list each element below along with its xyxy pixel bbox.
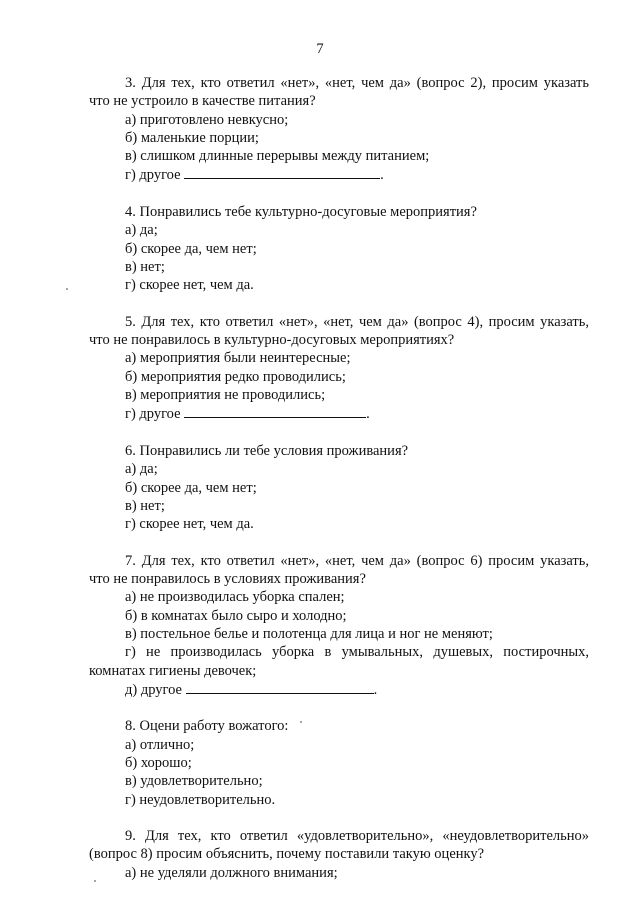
blank-end: . — [366, 406, 370, 423]
scan-speck — [66, 288, 68, 290]
answer-option: б) маленькие порции; — [125, 129, 259, 146]
question-5 — [89, 313, 589, 424]
blank-end: . — [373, 681, 378, 698]
question-text: 5. Для тех, кто ответил «нет», «нет, чем да» (вопрос 4), просим указать, — [125, 313, 589, 330]
scan-speck — [94, 880, 96, 882]
question-text: что не устроило в качестве питания? — [89, 93, 316, 110]
answer-option: в) мероприятия не проводились; — [125, 387, 326, 404]
question-8 — [89, 717, 589, 808]
answer-option-other — [89, 404, 589, 423]
answer-option: а) не уделяли должного внимания; — [125, 864, 338, 881]
answer-option: г) скорее нет, чем да. — [125, 516, 254, 533]
answer-option: в) слишком длинные перерывы между питанием; — [125, 148, 430, 165]
blank-end: . — [380, 167, 384, 184]
other-label: г) другое — [125, 167, 181, 184]
question-text: что не понравилось в культурно-досуговых мероприятиях? — [89, 332, 455, 349]
answer-option: а) мероприятия были неинтересные; — [125, 350, 351, 367]
answer-option: а) да; — [125, 222, 158, 239]
answer-option: в) нет; — [125, 497, 165, 514]
question-text: (вопрос 8) просим объяснить, почему поставили такую оценку? — [89, 846, 485, 863]
answer-option: в) удовлетворительно; — [125, 773, 263, 790]
answer-option-continuation: комнатах гигиены девочек; — [89, 662, 257, 679]
question-text: что не понравилось в условиях проживания? — [89, 571, 366, 588]
other-label: г) другое — [125, 406, 181, 423]
question-6 — [89, 442, 589, 533]
other-label: д) другое — [125, 681, 182, 698]
question-text: 8. Оцени работу вожатого: — [125, 718, 289, 735]
fill-in-blank — [186, 680, 374, 694]
answer-option: в) постельное белье и полотенца для лица и ног не меняют; — [125, 625, 493, 642]
question-text: 6. Понравились ли тебе условия проживания? — [125, 442, 409, 459]
question-text: 7. Для тех, кто ответил «нет», «нет, чем да» (вопрос 6) просим указать, — [125, 552, 589, 569]
question-7 — [89, 552, 589, 699]
answer-option: б) в комнатах было сыро и холодно; — [125, 607, 347, 624]
answer-option: г) не производилась уборка в умывальных, душевых, постирочных, — [125, 644, 589, 661]
page-number: 7 — [316, 41, 324, 57]
question-text: 9. Для тех, кто ответил «удовлетворительно», «неудовлетворительно» — [125, 828, 589, 845]
scan-speck — [300, 721, 302, 723]
question-9 — [89, 827, 589, 882]
answer-option: б) мероприятия редко проводились; — [125, 368, 346, 385]
answer-option: г) неудовлетворительно. — [125, 791, 276, 808]
question-text: 3. Для тех, кто ответил «нет», «нет, чем да» (вопрос 2), просим указать — [125, 75, 589, 91]
answer-option: а) приготовлено невкусно; — [125, 111, 289, 128]
answer-option: б) хорошо; — [125, 754, 192, 771]
questionnaire-body — [89, 74, 589, 882]
answer-option-other — [89, 680, 589, 699]
question-text: 4. Понравились тебе культурно-досуговые мероприятия? — [125, 204, 477, 221]
answer-option: г) скорее нет, чем да. — [125, 277, 254, 294]
fill-in-blank — [184, 165, 380, 179]
answer-option: в) нет; — [125, 258, 165, 275]
question-4 — [89, 203, 589, 294]
answer-option: а) не производилась уборка спален; — [125, 589, 345, 606]
answer-option: б) скорее да, чем нет; — [125, 240, 257, 257]
question-3 — [89, 74, 589, 185]
answer-option: б) скорее да, чем нет; — [125, 479, 257, 496]
answer-option: а) да; — [125, 461, 158, 478]
answer-option-other — [89, 165, 589, 184]
fill-in-blank — [184, 404, 366, 418]
answer-option: а) отлично; — [125, 736, 195, 753]
